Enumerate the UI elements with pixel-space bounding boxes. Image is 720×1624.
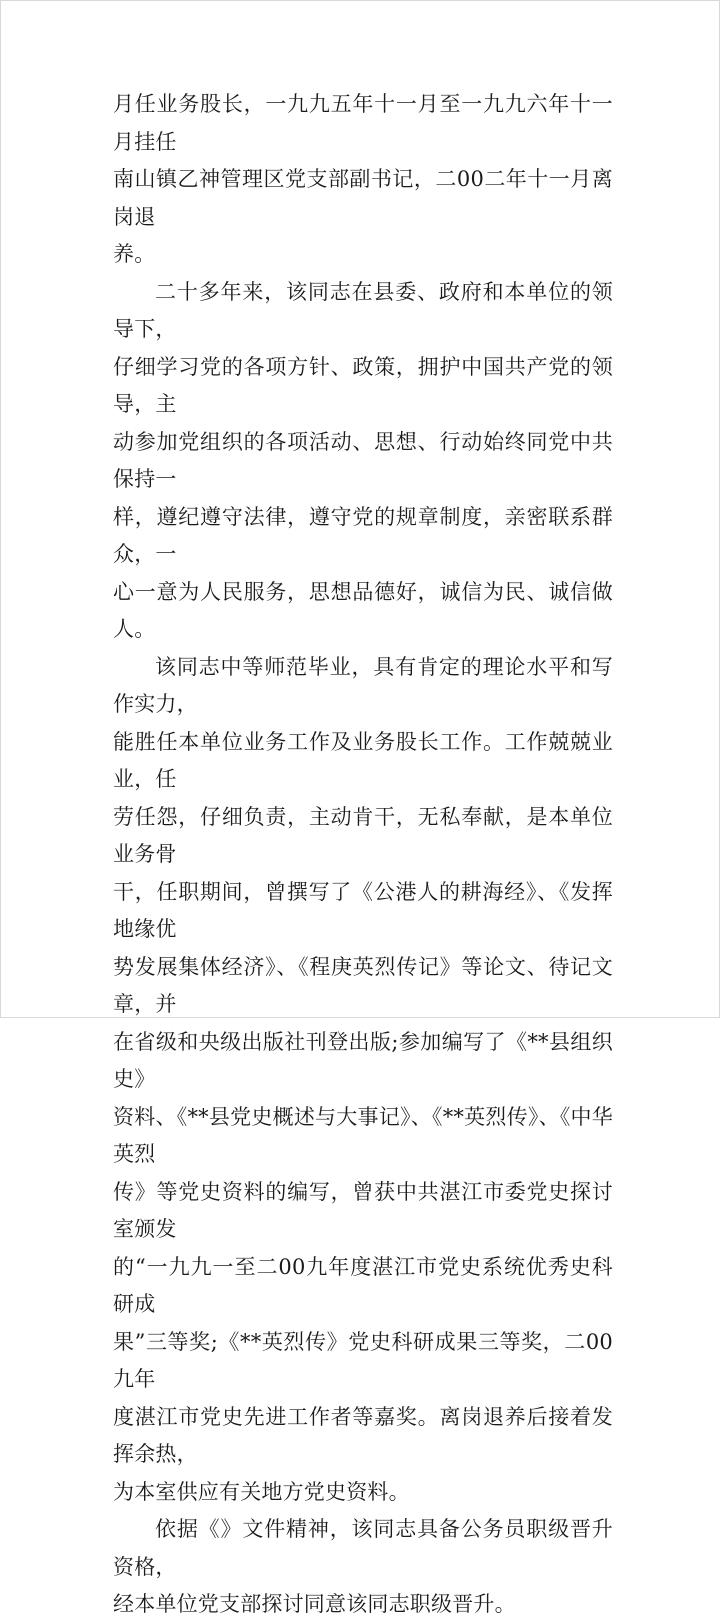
document-body	[113, 86, 613, 1624]
text-line: 势发展集体经济》、《程庚英烈传记》等论文、待记文章，并	[113, 954, 613, 1016]
text-line: 月任业务股长，一九九五年十一月至一九九六年十一月挂任	[113, 92, 613, 154]
text-line: 干，任职期间，曾撰写了《公港人的耕海经》、《发挥地缘优	[113, 879, 613, 941]
text-line: 动参加党组织的各项活动、思想、行动始终同党中共保持一	[113, 429, 613, 491]
text-line: 劳任怨，仔细负责，主动肯干，无私奉献，是本单位业务骨	[113, 804, 613, 866]
text-line: 心一意为人民服务，思想品德好，诚信为民、诚信做人。	[113, 579, 613, 641]
text-line: 依据《》文件精神，该同志具备公务员职级晋升资格，	[113, 1517, 613, 1579]
text-line: 经本单位党支部探讨同意该同志职级晋升。	[113, 1592, 516, 1616]
text-line: 样，遵纪遵守法律，遵守党的规章制度，亲密联系群众，一	[113, 504, 613, 566]
text-line: 养。	[113, 242, 156, 266]
paragraph-conclusion	[113, 1511, 613, 1624]
text-line: 度湛江市党史先进工作者等嘉奖。离岗退养后接着发挥余热，	[113, 1404, 613, 1466]
text-line: 南山镇乙神管理区党支部副书记，二00二年十一月离岗退	[113, 167, 613, 229]
text-line: 该同志中等师范毕业，具有肯定的理论水平和写作实力，	[113, 654, 613, 716]
text-line: 的“一九九一至二00九年度湛江市党史系统优秀史科研成	[113, 1254, 613, 1316]
text-line: 为本室供应有关地方党史资料。	[113, 1479, 410, 1504]
text-line: 仔细学习党的各项方针、政策，拥护中国共产党的领导，主	[113, 354, 613, 416]
text-line: 果”三等奖;《**英烈传》党史科研成果三等奖，二00九年	[113, 1329, 613, 1391]
text-line: 能胜任本单位业务工作及业务股长工作。工作兢兢业业，任	[113, 729, 613, 791]
paragraph-continuation	[113, 86, 613, 274]
text-line: 传》等党史资料的编写，曾获中共湛江市委党史探讨室颁发	[113, 1179, 613, 1241]
text-line: 资料、《**县党史概述与大事记》、《**英烈传》、《中华英烈	[113, 1104, 613, 1166]
text-line: 二十多年来，该同志在县委、政府和本单位的领导下，	[113, 279, 613, 341]
paragraph-political	[113, 274, 613, 649]
text-line: 在省级和央级出版社刊登出版;参加编写了《**县组织史》	[113, 1029, 613, 1091]
paragraph-work	[113, 649, 613, 1512]
